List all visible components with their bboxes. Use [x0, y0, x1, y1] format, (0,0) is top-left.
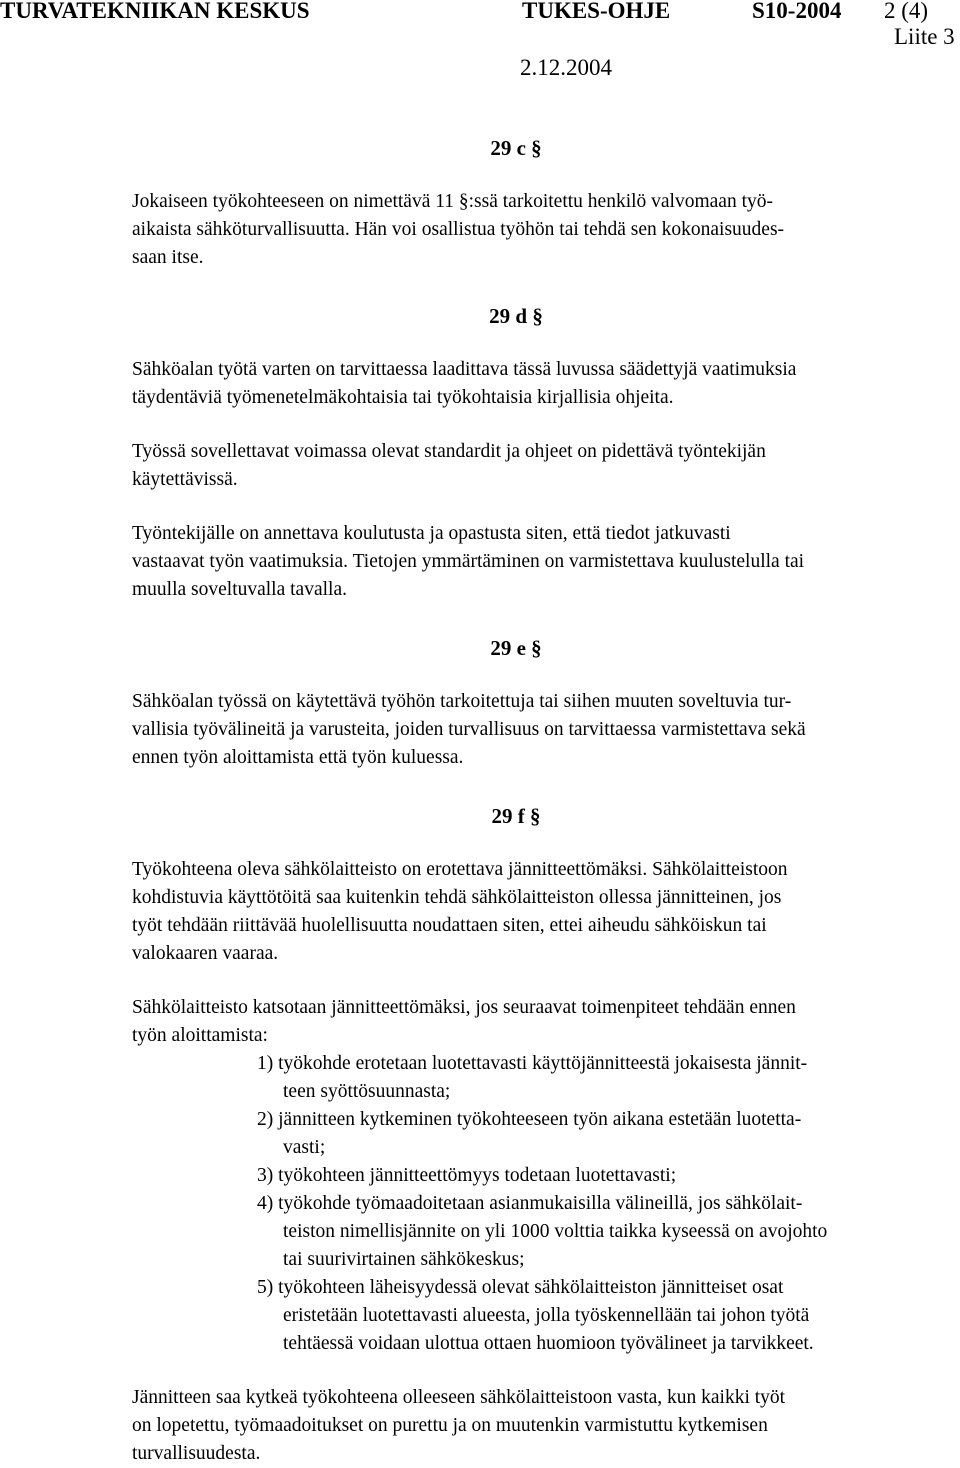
- header-attachment: Liite 3: [894, 24, 955, 49]
- closing-paragraph: Jännitteen saa kytkeä työkohteena olleeseen sähkölaitteistoon vasta, kun kaikki työt on lopetettu, työmaadoitukset on purettu ja on muutenkin varmistuttu kytkemisen turvallisuudesta.: [132, 1387, 786, 1464]
- section-title-29e: 29 e §: [490, 636, 542, 660]
- list-item: 3) työkohteen jännitteettömyys todetaan luotettavasti;: [257, 1165, 677, 1186]
- section-title-29f: 29 f §: [491, 804, 541, 828]
- paragraph: Työkohteena oleva sähkölaitteisto on erotettava jännitteettömäksi. Sähkölaitteistoon kohdistuvia käyttötöitä saa kuitenkin tehdä sähkölaitteiston ollessa jännitteinen, jos työt tehdään riittävää huolellisuutta noudattaen siten, ettei aiheudu sähköiskun tai valokaaren vaaraa.: [132, 859, 788, 964]
- document-body: [132, 134, 932, 1468]
- list-item: 4) työkohde työmaadoitetaan asianmukaisilla välineillä, jos sähkölait- teiston nimellisjännite on yli 1000 volttia taikka kyseessä on avojohto tai suurivirtainen sähkökeskus;: [257, 1193, 828, 1270]
- section-title-29c: 29 c §: [490, 136, 542, 160]
- list-item: 2) jännitteen kytkeminen työkohteeseen työn aikana estetään luotetta- vasti;: [257, 1109, 802, 1158]
- requirements-list: [132, 1050, 932, 1358]
- header-date: 2.12.2004: [520, 55, 612, 80]
- list-item: 1) työkohde erotetaan luotettavasti käyttöjännitteestä jokaisesta jännit- teen syöttösuunnasta;: [257, 1053, 808, 1102]
- paragraph: Sähkölaitteisto katsotaan jännitteettömäksi, jos seuraavat toimenpiteet tehdään ennen työn aloittamista:: [132, 997, 796, 1046]
- header-document-type: TUKES-OHJE: [522, 0, 671, 23]
- paragraph: Jokaiseen työkohteeseen on nimettävä 11 §:ssä tarkoitettu henkilö valvomaan työ- aikaista sähköturvallisuutta. Hän voi osallistua työhön tai tehdä sen kokonaisuudes- saan itse.: [132, 191, 785, 268]
- paragraph: Työntekijälle on annettava koulutusta ja opastusta siten, että tiedot jatkuvasti vastaavat työn vaatimuksia. Tietojen ymmärtäminen on varmistettava kuulustelulla tai muulla soveltuvalla tavalla.: [132, 523, 805, 600]
- document-header: [0, 0, 960, 80]
- header-organization: TURVATEKNIIKAN KESKUS: [0, 0, 310, 23]
- paragraph: Työssä sovellettavat voimassa olevat standardit ja ohjeet on pidettävä työntekijän käytettävissä.: [132, 441, 766, 490]
- list-item: 5) työkohteen läheisyydessä olevat sähkölaitteiston jännitteiset osat eristetään luotettavasti alueesta, jolla työskennellään tai johon työtä tehtäessä voidaan ulottua ottaen huomioon työvälineet ja tarvikkeet.: [257, 1277, 814, 1354]
- paragraph: Sähköalan työssä on käytettävä työhön tarkoitettuja tai siihen muuten soveltuvia tur- vallisia työvälineitä ja varusteita, joiden turvallisuus on tarvittaessa varmistettava sekä ennen työn aloittamista että työn kuluessa.: [132, 691, 806, 768]
- header-page-number: 2 (4): [884, 0, 929, 23]
- section-title-29d: 29 d §: [489, 304, 543, 328]
- header-document-number: S10-2004: [752, 0, 842, 23]
- paragraph: Sähköalan työtä varten on tarvittaessa laadittava tässä luvussa säädettyjä vaatimuksia täydentäviä työmenetelmäkohtaisia tai työkohtaisia kirjallisia ohjeita.: [132, 359, 797, 408]
